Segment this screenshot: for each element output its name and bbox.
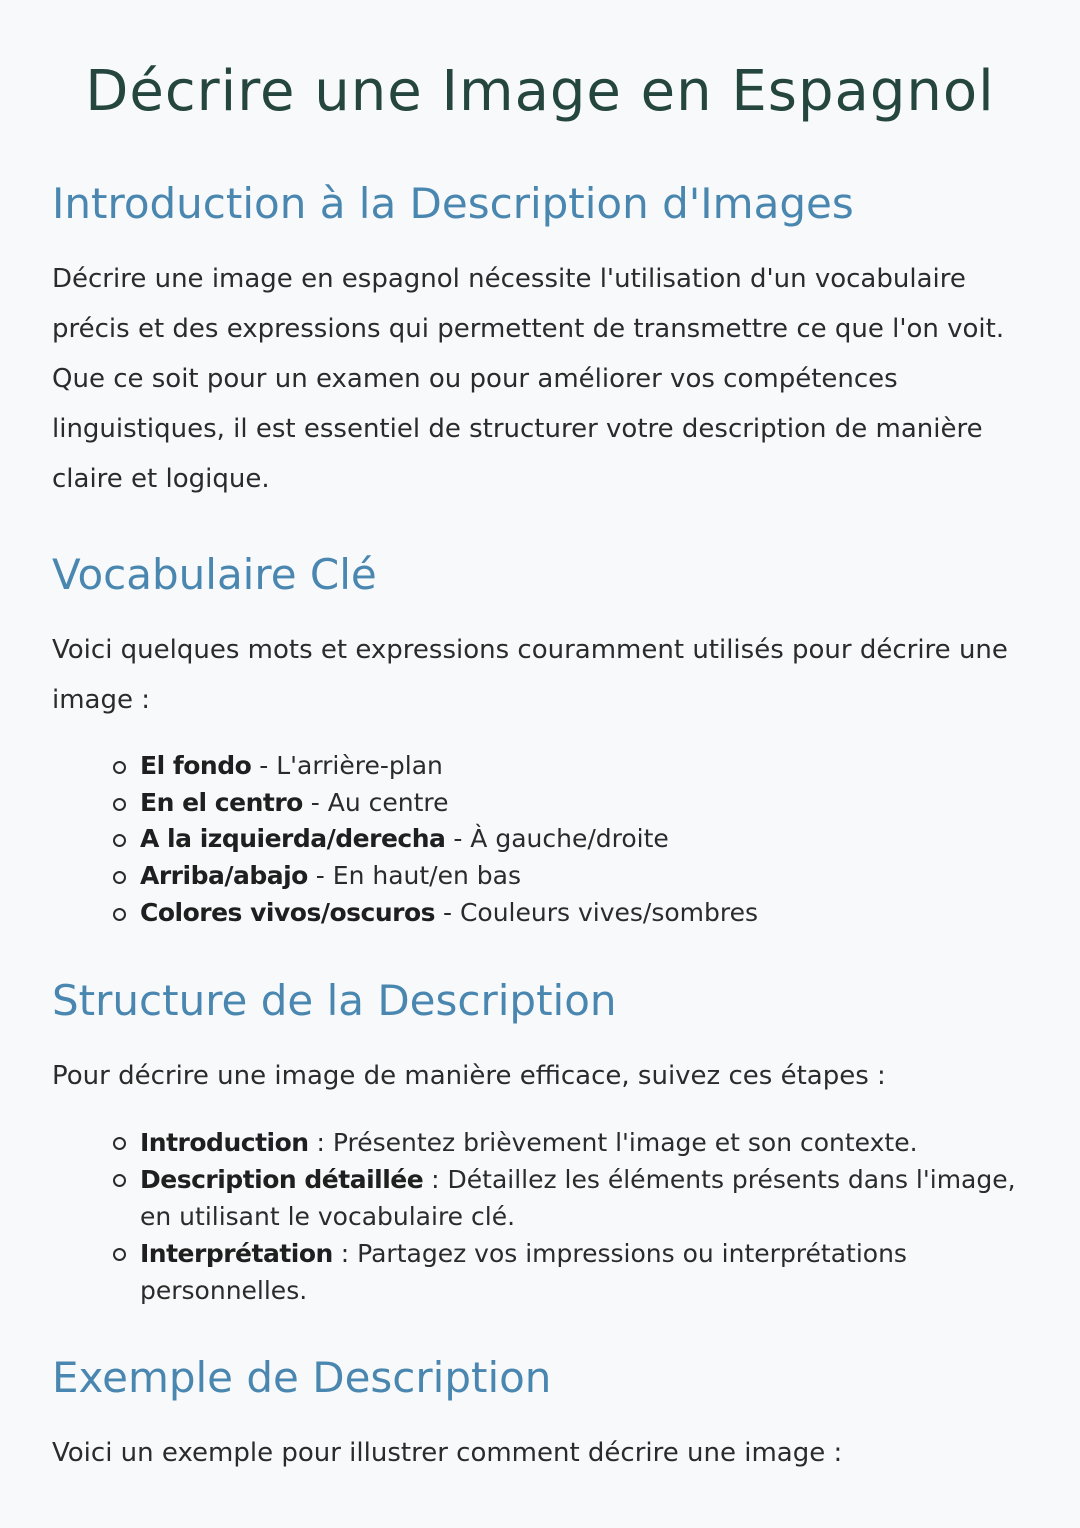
structure-term: Introduction (140, 1128, 309, 1157)
list-item (140, 748, 758, 785)
list-item (140, 785, 758, 822)
structure-meaning: : Partagez vos impressions ou interprétations personnelles. (140, 1239, 907, 1305)
example-paragraph: Voici un exemple pour illustrer comment décrire une image : (52, 1438, 843, 1468)
vocab-meaning: - Couleurs vives/sombres (435, 897, 759, 927)
vocab-term: Colores vivos/oscuros (140, 897, 436, 927)
intro-paragraph: Décrire une image en espagnol nécessite l'utilisation d'un vocabulaire précis et des expressions qui permettent de transmettre ce que l'on voit. Que ce soit pour un examen ou pour améliorer vos compétences linguistiques, il est essentiel de structurer votre description de manière claire et logique. (52, 264, 1005, 494)
vocab-term: En el centro (140, 787, 303, 817)
vocab-paragraph: Voici quelques mots et expressions couramment utilisés pour décrire une image : (52, 635, 1008, 715)
vocab-list (140, 748, 758, 932)
structure-list (140, 1124, 1040, 1309)
page-title: Décrire une Image en Espagnol (85, 59, 995, 124)
vocab-meaning: - En haut/en bas (307, 861, 521, 891)
vocab-meaning: - L'arrière-plan (251, 751, 443, 780)
list-item (140, 1235, 1040, 1309)
intro-heading: Introduction à la Description d'Images (52, 179, 854, 228)
vocab-heading: Vocabulaire Clé (52, 550, 377, 599)
list-item (140, 1161, 1040, 1235)
list-item (140, 821, 758, 858)
list-item (140, 895, 758, 932)
vocab-meaning: - À gauche/droite (445, 824, 669, 854)
structure-term: Description détaillée (140, 1165, 424, 1194)
example-heading: Exemple de Description (52, 1353, 552, 1402)
structure-term: Interprétation (140, 1239, 333, 1268)
vocab-term: A la izquierda/derecha (140, 824, 446, 854)
list-item (140, 858, 758, 895)
vocab-term: Arriba/abajo (140, 861, 308, 891)
structure-meaning: : Détaillez les éléments présents dans l'image, en utilisant le vocabulaire clé. (140, 1165, 1016, 1231)
structure-heading: Structure de la Description (52, 976, 617, 1025)
vocab-term: El fondo (140, 751, 252, 780)
list-item (140, 1124, 1040, 1161)
structure-meaning: : Présentez brièvement l'image et son contexte. (308, 1128, 918, 1157)
vocab-meaning: - Au centre (302, 787, 449, 817)
structure-paragraph: Pour décrire une image de manière efficace, suivez ces étapes : (52, 1061, 886, 1091)
